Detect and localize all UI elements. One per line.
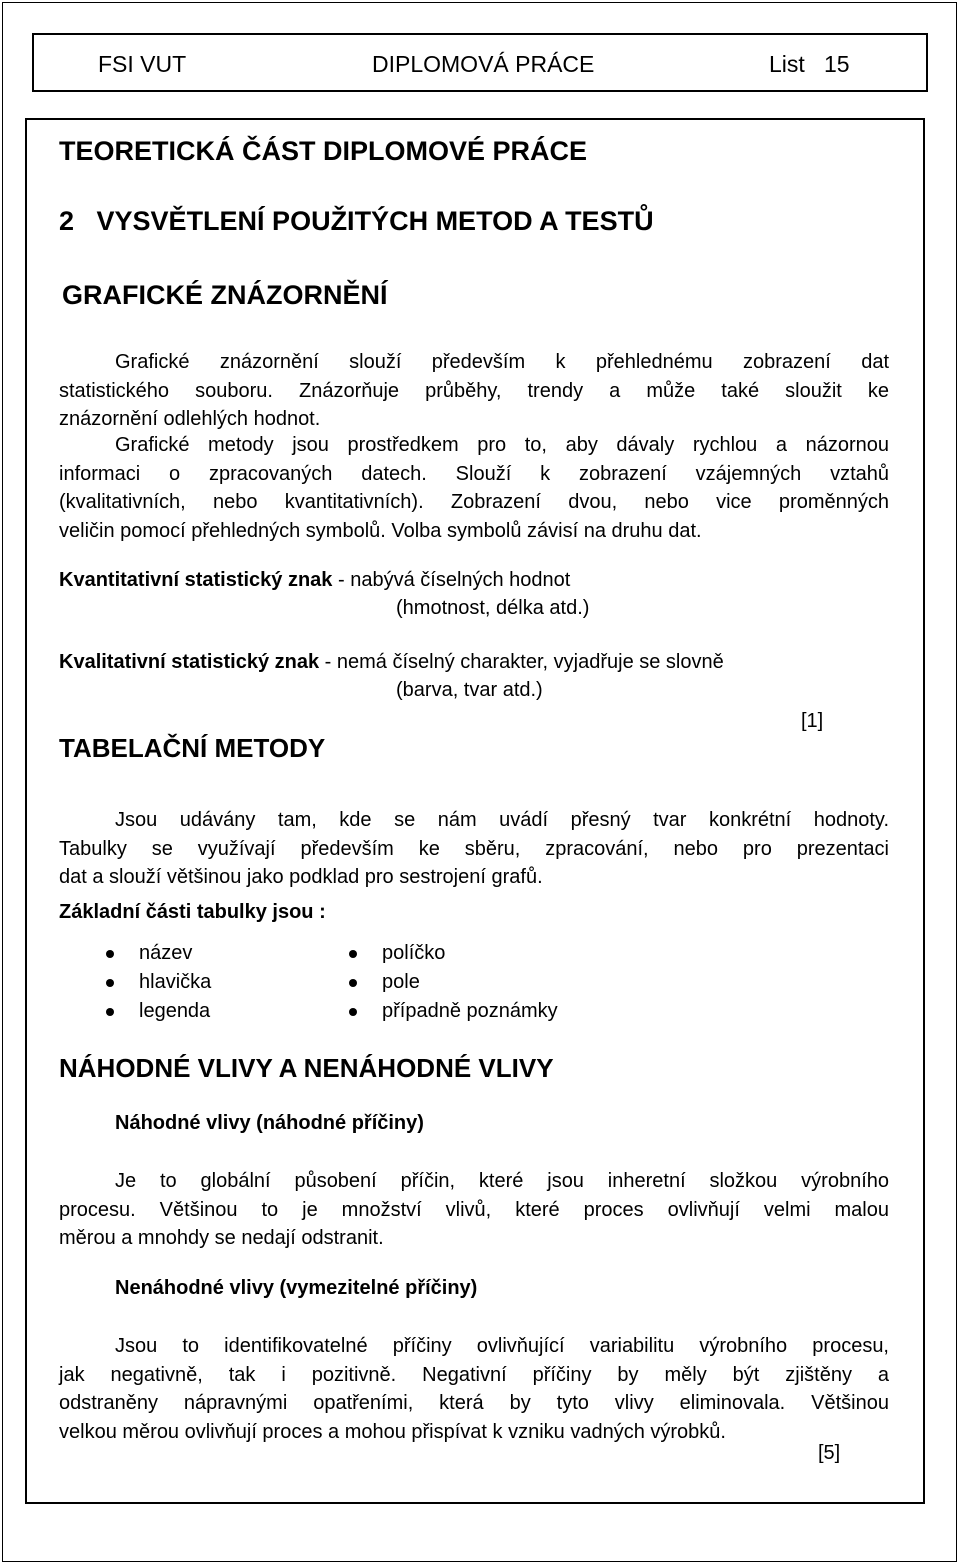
graphic-paragraph-2 <box>59 431 889 545</box>
paragraph-line: Jsou to identifikovatelné příčiny ovlivňující variabilitu výrobního procesu, <box>115 1335 889 1357</box>
paragraph-line: statistického souboru. Znázorňuje průběhy, trendy a může také sloužit ke <box>59 379 889 402</box>
header-faculty: FSI VUT <box>98 51 187 77</box>
table-parts-heading: Základní části tabulky jsou : <box>59 901 326 923</box>
paragraph-line: Grafické znázornění slouží především k přehlednému zobrazení dat <box>115 351 889 373</box>
bullet-icon <box>106 950 114 958</box>
chapter-title: 2 VYSVĚTLENÍ POUŽITÝCH METOD A TESTŮ <box>59 206 654 236</box>
graphic-heading: GRAFICKÉ ZNÁZORNĚNÍ <box>62 280 388 310</box>
header-document-type: DIPLOMOVÁ PRÁCE <box>372 51 595 77</box>
quantitative-description: - nabývá číselných hodnot <box>332 569 571 591</box>
nonrandom-effects-paragraph <box>59 1332 889 1446</box>
reference-1: [1] <box>801 710 824 732</box>
paragraph-line: Tabulky se využívají především ke sběru, zpracování, nebo pro prezentaci <box>59 837 889 860</box>
paragraph-line: Grafické metody jsou prostředkem pro to, aby dávaly rychlou a názornou <box>115 434 889 456</box>
reference-5: [5] <box>818 1442 841 1464</box>
paragraph-line: dat a slouží většinou jako podklad pro sestrojení grafů. <box>59 866 543 888</box>
section-title: TEORETICKÁ ČÁST DIPLOMOVÉ PRÁCE <box>59 136 588 166</box>
bullet-icon <box>106 979 114 987</box>
paragraph-line: znázornění odlehlých hodnot. <box>59 408 321 430</box>
page-header <box>32 33 928 92</box>
paragraph-line: veličin pomocí přehledných symbolů. Volba symbolů závisí na druhu dat. <box>59 519 702 542</box>
qualitative-examples: (barva, tvar atd.) <box>396 679 543 701</box>
tabular-paragraph <box>59 806 889 892</box>
paragraph-line: (kvalitativních, nebo kvantitativních). Zobrazení dvou, nebo vice proměnných <box>59 491 889 513</box>
random-effects-heading: Náhodné vlivy (náhodné příčiny) <box>115 1112 424 1134</box>
paragraph-line: procesu. Většinou to je množství vlivů, které proces ovlivňují velmi malou <box>59 1198 889 1221</box>
header-page-number: List 15 <box>769 51 850 77</box>
bullet-icon <box>106 1008 114 1016</box>
paragraph-line: Je to globální působení příčin, které jsou inheretní složkou výrobního <box>115 1170 889 1192</box>
qualitative-term: Kvalitativní statistický znak <box>59 651 320 673</box>
random-effects-paragraph <box>59 1167 889 1253</box>
paragraph-line: měrou a mnohdy se nedají odstranit. <box>59 1227 384 1249</box>
paragraph-line: informaci o zpracovaných datech. Slouží k zobrazení vzájemných vztahů <box>59 462 889 485</box>
paragraph-line: odstraněny nápravnými opatřeními, která by tyto vlivy eliminovala. Většinou <box>59 1392 889 1414</box>
bullet-icon <box>349 979 357 987</box>
graphic-paragraph-1 <box>59 348 889 434</box>
effects-heading: NÁHODNÉ VLIVY A NENÁHODNÉ VLIVY <box>59 1053 554 1083</box>
quantitative-definition <box>59 569 570 592</box>
paragraph-line: jak negativně, tak i pozitivně. Negativní příčiny by měly být zjištěny a <box>59 1363 889 1386</box>
quantitative-examples: (hmotnost, délka atd.) <box>396 597 590 619</box>
quantitative-term: Kvantitativní statistický znak <box>59 569 333 591</box>
qualitative-description: - nemá číselný charakter, vyjadřuje se slovně <box>319 651 724 673</box>
bullet-icon <box>349 1008 357 1016</box>
nonrandom-effects-heading: Nenáhodné vlivy (vymezitelné příčiny) <box>115 1277 478 1299</box>
paragraph-line: velkou měrou ovlivňují proces a mohou přispívat k vzniku vadných výrobků. <box>59 1420 726 1443</box>
paragraph-line: Jsou udávány tam, kde se nám uvádí přesný tvar konkrétní hodnoty. <box>115 809 889 831</box>
content-frame: TEORETICKÁ ČÁST DIPLOMOVÉ PRÁCE 2 VYSVĚTLENÍ POUŽITÝCH METOD A TESTŮ GRAFICKÉ ZNÁZORNĚNÍ Grafické znázornění slouží především k přehlednému zobrazení dat statistického souboru. Znázorňuje průběhy, trendy a může také sloužit ke znázornění odlehlých hodnot. Grafické metody jsou prostředkem pro to, aby dávaly rychlou a názornou informaci o zpracovaných datech. Slouží k zobrazení vzájemných vztahů (kvalitativních, nebo kvantitativních). Zobrazení dvou, nebo vice proměnných veličin pomocí přehledných symbolů. Volba symbolů závisí na druhu dat. Kvantitativní statistický znak - nabývá číselných hodnot (hmotnost, délka atd.) Kvalitativní statistický znak - nemá číselný charakter, vyjadřuje se slovně (barva, tvar atd.) [1] TABELAČNÍ METODY Jsou udávány tam, kde se nám uvádí přesný tvar konkrétní hodnoty. Tabulky se využívají především ke sběru, zpracování, nebo pro prezentaci dat a slouží většinou jako podklad pro sestrojení grafů. Základní části tabulky jsou : název hlavička legenda políčko pole případně poznámky NÁHODNÉ VLIVY A NENÁHODNÉ VLIVY Náhodné vlivy (náhodné příčiny) Je to globální působení příčin, které jsou inheretní složkou výrobního procesu. Většinou to je množství vlivů, které proces ovlivňují velmi malou měrou a mnohdy se nedají odstranit. Nenáhodné vlivy (vymezitelné příčiny) Jsou to identifikovatelné příčiny ovlivňující variabilitu výrobního procesu, jak negativně, tak i pozitivně. Negativní příčiny by měly být zjištěny a odstraněny nápravnými opatřeními, která by tyto vlivy eliminovala. Většinou velkou měrou ovlivňují proces a mohou přispívat k vzniku vadných výrobků. [5] <box>25 118 925 1504</box>
qualitative-definition <box>59 651 724 674</box>
tabular-heading: TABELAČNÍ METODY <box>59 733 326 763</box>
bullet-icon <box>349 950 357 958</box>
